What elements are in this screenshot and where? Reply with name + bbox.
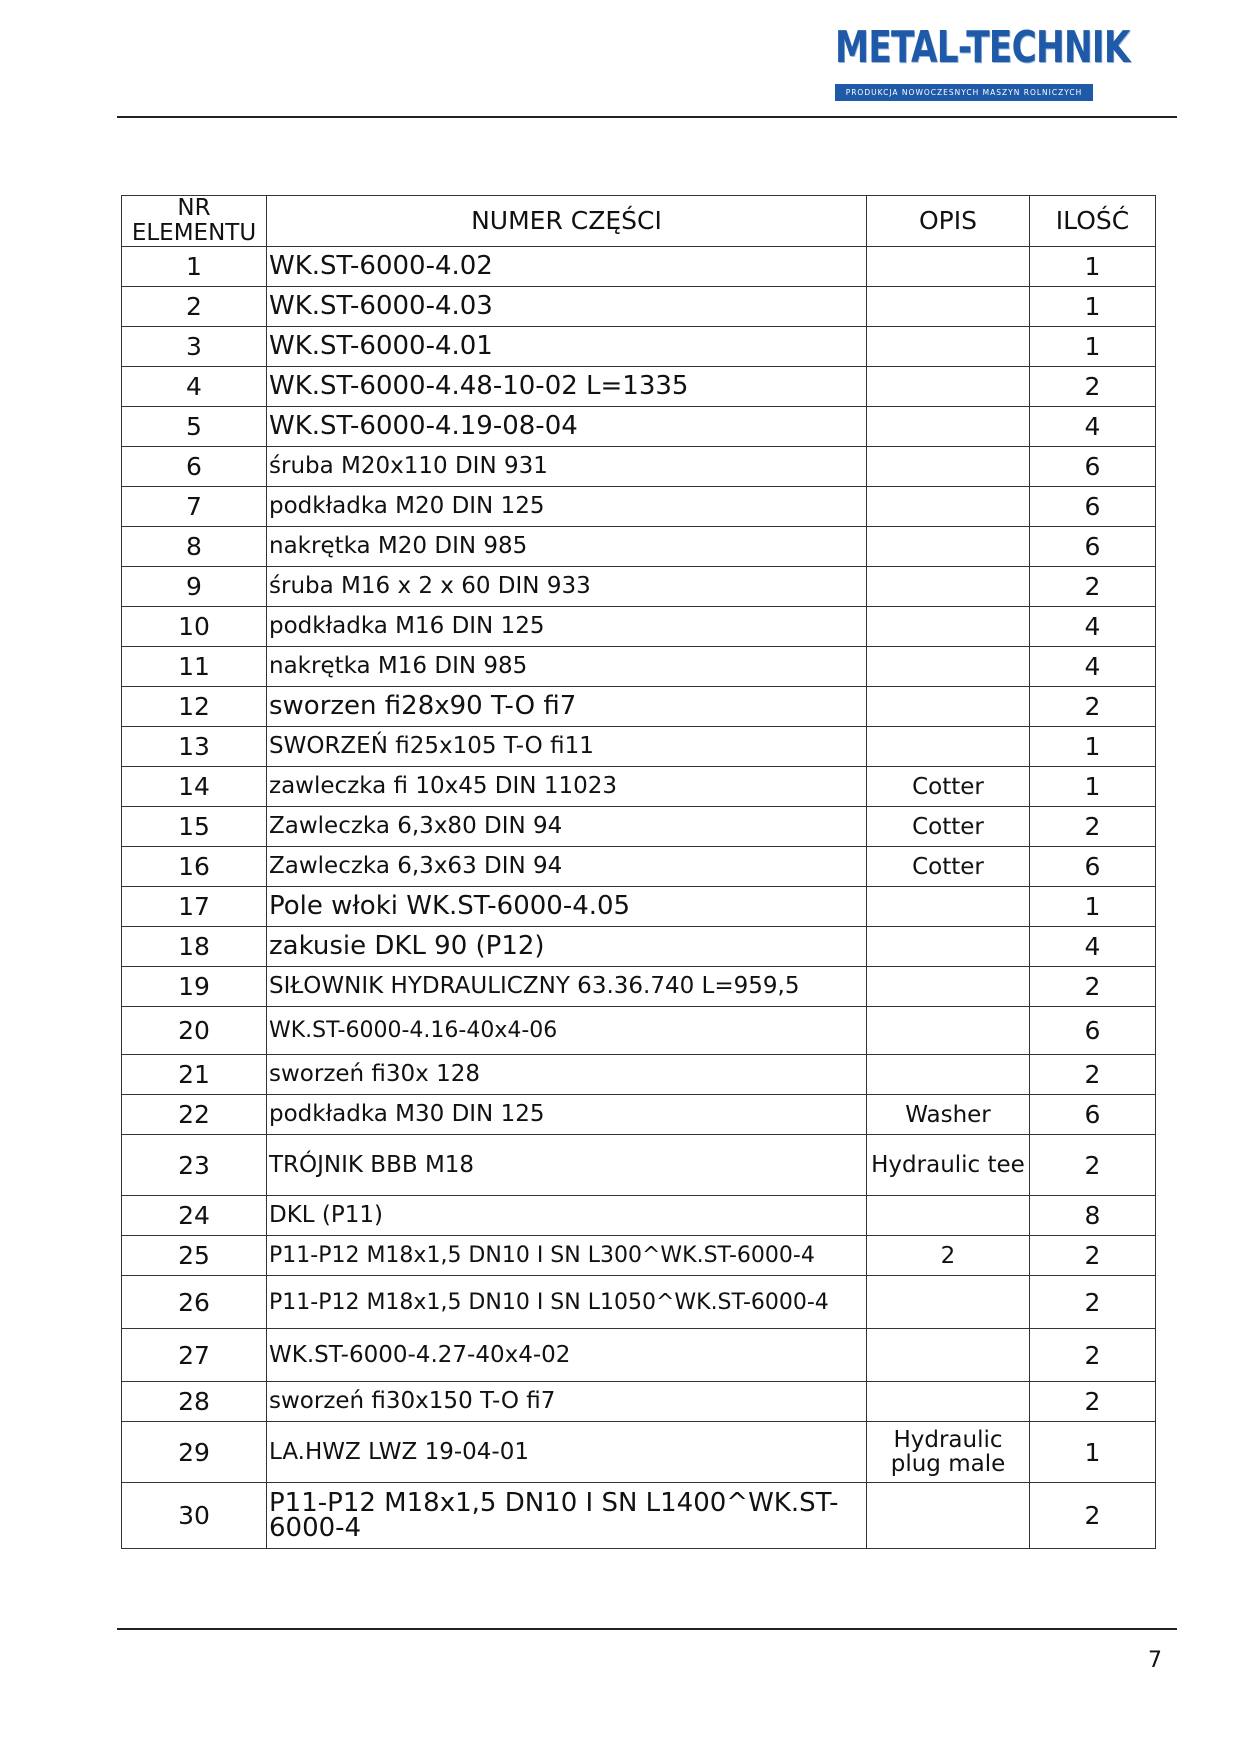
part-quantity: 2	[1030, 807, 1156, 847]
row-number: 27	[122, 1329, 267, 1382]
row-number: 9	[122, 567, 267, 607]
logo-title: METAL-TECHNIK	[835, 22, 1130, 73]
part-quantity: 6	[1030, 1095, 1156, 1135]
parts-table	[121, 195, 1156, 1549]
part-number: P11-P12 M18x1,5 DN10 I SN L1400^WK.ST-6000-4	[267, 1483, 867, 1549]
row-number: 25	[122, 1236, 267, 1276]
row-number: 8	[122, 527, 267, 567]
part-quantity: 6	[1030, 527, 1156, 567]
part-number: zawleczka fi 10x45 DIN 11023	[267, 767, 867, 807]
row-number: 17	[122, 887, 267, 927]
part-description	[867, 567, 1030, 607]
part-number: WK.ST-6000-4.27-40x4-02	[267, 1329, 867, 1382]
row-number: 13	[122, 727, 267, 767]
row-number: 24	[122, 1196, 267, 1236]
row-number: 19	[122, 967, 267, 1007]
table-row	[122, 687, 1156, 727]
part-description	[867, 1196, 1030, 1236]
part-number: DKL (P11)	[267, 1196, 867, 1236]
table-row	[122, 767, 1156, 807]
row-number: 20	[122, 1007, 267, 1055]
part-quantity: 1	[1030, 287, 1156, 327]
row-number: 10	[122, 607, 267, 647]
table-row	[122, 807, 1156, 847]
row-number: 14	[122, 767, 267, 807]
part-description	[867, 447, 1030, 487]
table-row	[122, 927, 1156, 967]
part-number: P11-P12 M18x1,5 DN10 I SN L300^WK.ST-6000-4	[267, 1236, 867, 1276]
row-number: 28	[122, 1382, 267, 1422]
part-description: Cotter	[867, 847, 1030, 887]
table-row	[122, 447, 1156, 487]
part-number: WK.ST-6000-4.03	[267, 287, 867, 327]
part-number: śruba M16 x 2 x 60 DIN 933	[267, 567, 867, 607]
part-quantity: 8	[1030, 1196, 1156, 1236]
table-row	[122, 647, 1156, 687]
part-description: Hydraulic plug male	[867, 1422, 1030, 1483]
part-number: śruba M20x110 DIN 931	[267, 447, 867, 487]
row-number: 22	[122, 1095, 267, 1135]
part-quantity: 2	[1030, 1276, 1156, 1329]
row-number: 23	[122, 1135, 267, 1196]
row-number: 1	[122, 247, 267, 287]
table-row	[122, 407, 1156, 447]
row-number: 16	[122, 847, 267, 887]
table-row	[122, 1095, 1156, 1135]
table-row	[122, 1329, 1156, 1382]
part-description	[867, 727, 1030, 767]
footer-rule	[117, 1628, 1177, 1630]
table-row	[122, 1382, 1156, 1422]
part-description	[867, 1382, 1030, 1422]
table-row	[122, 327, 1156, 367]
part-number: WK.ST-6000-4.01	[267, 327, 867, 367]
table-row	[122, 247, 1156, 287]
part-number: zakusie DKL 90 (P12)	[267, 927, 867, 967]
part-quantity: 1	[1030, 327, 1156, 367]
part-description: Washer	[867, 1095, 1030, 1135]
row-number: 6	[122, 447, 267, 487]
row-number: 30	[122, 1483, 267, 1549]
part-number: WK.ST-6000-4.48-10-02 L=1335	[267, 367, 867, 407]
part-description	[867, 247, 1030, 287]
part-description	[867, 367, 1030, 407]
part-quantity: 4	[1030, 927, 1156, 967]
column-header-nr: NR ELEMENTU	[122, 196, 267, 247]
table-row	[122, 567, 1156, 607]
part-description	[867, 687, 1030, 727]
table-row	[122, 727, 1156, 767]
row-number: 7	[122, 487, 267, 527]
table-row	[122, 1236, 1156, 1276]
row-number: 2	[122, 287, 267, 327]
logo-subtitle: PRODUKCJA NOWOCZESNYCH MASZYN ROLNICZYCH	[835, 84, 1093, 101]
part-description	[867, 607, 1030, 647]
part-description	[867, 287, 1030, 327]
table-row	[122, 1483, 1156, 1549]
part-quantity: 2	[1030, 367, 1156, 407]
part-number: WK.ST-6000-4.16-40x4-06	[267, 1007, 867, 1055]
part-quantity: 6	[1030, 447, 1156, 487]
part-description	[867, 1276, 1030, 1329]
table-row	[122, 1196, 1156, 1236]
part-quantity: 4	[1030, 607, 1156, 647]
row-number: 12	[122, 687, 267, 727]
table-row	[122, 887, 1156, 927]
table-row	[122, 287, 1156, 327]
table-row	[122, 1135, 1156, 1196]
row-number: 26	[122, 1276, 267, 1329]
part-description	[867, 887, 1030, 927]
part-quantity: 2	[1030, 967, 1156, 1007]
table-row	[122, 527, 1156, 567]
part-number: Zawleczka 6,3x80 DIN 94	[267, 807, 867, 847]
part-quantity: 2	[1030, 567, 1156, 607]
part-quantity: 2	[1030, 1329, 1156, 1382]
part-number: sworzeń fi30x 128	[267, 1055, 867, 1095]
table-header-row	[122, 196, 1156, 247]
table-row	[122, 967, 1156, 1007]
company-logo	[835, 22, 1130, 102]
part-number: sworzeń fi30x150 T-O fi7	[267, 1382, 867, 1422]
part-quantity: 1	[1030, 767, 1156, 807]
part-description	[867, 1007, 1030, 1055]
part-description: Hydraulic tee	[867, 1135, 1030, 1196]
table-row	[122, 1276, 1156, 1329]
column-header-part-number: NUMER CZĘŚCI	[267, 196, 867, 247]
part-quantity: 2	[1030, 1483, 1156, 1549]
part-number: SWORZEŃ fi25x105 T-O fi11	[267, 727, 867, 767]
part-number: sworzen fi28x90 T-O fi7	[267, 687, 867, 727]
part-quantity: 6	[1030, 1007, 1156, 1055]
part-quantity: 2	[1030, 687, 1156, 727]
part-description: Cotter	[867, 767, 1030, 807]
row-number: 3	[122, 327, 267, 367]
table-row	[122, 847, 1156, 887]
row-number: 11	[122, 647, 267, 687]
page-number: 7	[1148, 1648, 1162, 1673]
part-number: podkładka M20 DIN 125	[267, 487, 867, 527]
table-row	[122, 367, 1156, 407]
part-description: Cotter	[867, 807, 1030, 847]
part-quantity: 1	[1030, 727, 1156, 767]
table-row	[122, 1007, 1156, 1055]
column-header-quantity: ILOŚĆ	[1030, 196, 1156, 247]
part-quantity: 1	[1030, 247, 1156, 287]
part-number: podkładka M16 DIN 125	[267, 607, 867, 647]
row-number: 5	[122, 407, 267, 447]
part-quantity: 1	[1030, 1422, 1156, 1483]
part-description	[867, 967, 1030, 1007]
column-header-description: OPIS	[867, 196, 1030, 247]
part-description	[867, 327, 1030, 367]
part-number: TRÓJNIK BBB M18	[267, 1135, 867, 1196]
part-description	[867, 487, 1030, 527]
row-number: 18	[122, 927, 267, 967]
part-number: Zawleczka 6,3x63 DIN 94	[267, 847, 867, 887]
row-number: 21	[122, 1055, 267, 1095]
part-description	[867, 527, 1030, 567]
part-description: 2	[867, 1236, 1030, 1276]
part-description	[867, 1055, 1030, 1095]
part-quantity: 2	[1030, 1236, 1156, 1276]
table-row	[122, 1422, 1156, 1483]
table-row	[122, 487, 1156, 527]
part-quantity: 4	[1030, 647, 1156, 687]
part-quantity: 6	[1030, 847, 1156, 887]
part-number: podkładka M30 DIN 125	[267, 1095, 867, 1135]
table-row	[122, 1055, 1156, 1095]
part-number: WK.ST-6000-4.19-08-04	[267, 407, 867, 447]
part-description	[867, 407, 1030, 447]
part-number: Pole włoki WK.ST-6000-4.05	[267, 887, 867, 927]
part-description	[867, 1329, 1030, 1382]
part-number: P11-P12 M18x1,5 DN10 I SN L1050^WK.ST-6000-4	[267, 1276, 867, 1329]
part-number: LA.HWZ LWZ 19-04-01	[267, 1422, 867, 1483]
part-quantity: 4	[1030, 407, 1156, 447]
part-quantity: 1	[1030, 887, 1156, 927]
part-number: nakrętka M20 DIN 985	[267, 527, 867, 567]
part-quantity: 2	[1030, 1135, 1156, 1196]
part-description	[867, 647, 1030, 687]
part-number: SIŁOWNIK HYDRAULICZNY 63.36.740 L=959,5	[267, 967, 867, 1007]
row-number: 29	[122, 1422, 267, 1483]
part-description	[867, 1483, 1030, 1549]
table-row	[122, 607, 1156, 647]
part-quantity: 2	[1030, 1055, 1156, 1095]
part-number: nakrętka M16 DIN 985	[267, 647, 867, 687]
part-quantity: 6	[1030, 487, 1156, 527]
part-description	[867, 927, 1030, 967]
part-quantity: 2	[1030, 1382, 1156, 1422]
row-number: 15	[122, 807, 267, 847]
row-number: 4	[122, 367, 267, 407]
header-rule	[117, 116, 1177, 118]
part-number: WK.ST-6000-4.02	[267, 247, 867, 287]
